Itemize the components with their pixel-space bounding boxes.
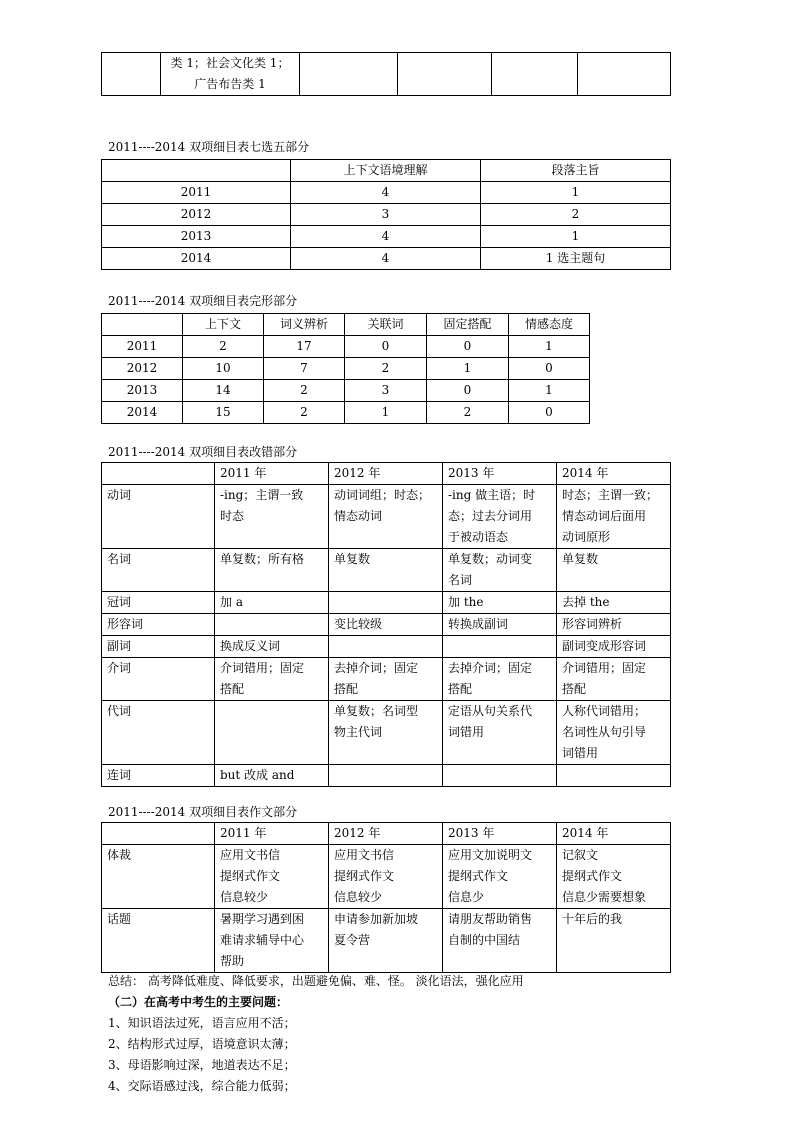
table-cell — [557, 549, 671, 592]
table-cell: 2014 — [102, 248, 291, 270]
header-cell: 关联词 — [345, 314, 427, 336]
table-cell: 0 — [427, 380, 509, 402]
header-cell: 2013 年 — [443, 463, 557, 485]
cell-line: 请朋友帮助销售 — [448, 912, 533, 926]
table-cell — [215, 909, 329, 973]
cell-line: 介词错用；固定 — [562, 661, 647, 675]
table-cell — [398, 53, 492, 96]
table-cell — [329, 549, 443, 592]
problem-item: 3、母语影响过深，地道表达不足； — [108, 1058, 296, 1072]
row-label: 名词 — [102, 549, 215, 592]
table-cell — [102, 53, 161, 96]
cloze-table — [101, 313, 590, 424]
header-cell: 2011 年 — [215, 823, 329, 845]
seven-choose-five-table — [101, 159, 671, 270]
header-cell: 固定搭配 — [427, 314, 509, 336]
table-cell — [329, 909, 443, 973]
table-cell: 加 the — [443, 592, 557, 614]
table-cell — [215, 614, 329, 636]
table-cell: 1 — [481, 182, 671, 204]
table-cell — [215, 485, 329, 549]
cell-line: -ing；主谓一致 — [220, 488, 304, 502]
table-cell: 2013 — [102, 380, 183, 402]
correction-caption: 2011----2014 双项细目表改错部分 — [108, 445, 298, 459]
cell-line: 定语从句关系代 — [448, 704, 533, 718]
table-cell: but 改成 and — [215, 765, 329, 787]
table-cell: 4 — [291, 182, 481, 204]
table-cell: 2 — [345, 358, 427, 380]
cell-line: 单复数 — [334, 552, 371, 566]
table-cell: 2011 — [102, 182, 291, 204]
cell-line: 信息较少 — [220, 890, 269, 904]
table-cell: 副词变成形容词 — [557, 636, 671, 658]
cell-line: 单复数；动词变 — [448, 552, 533, 566]
row-label: 动词 — [102, 485, 215, 549]
cell-line: 动词原形 — [562, 530, 611, 544]
table-cell — [443, 765, 557, 787]
problem-item: 4、交际语感过浅，综合能力低弱； — [108, 1079, 296, 1093]
table-cell: 15 — [183, 402, 264, 424]
problem-item: 2、结构形式过厚，语境意识太薄； — [108, 1037, 296, 1051]
cell-line: 时态 — [220, 509, 245, 523]
table-cell — [329, 765, 443, 787]
table-cell: 2013 — [102, 226, 291, 248]
cell-line: 信息较少 — [334, 890, 383, 904]
cell-line: 词错用 — [562, 746, 599, 760]
table-cell — [329, 658, 443, 701]
table-cell: 2012 — [102, 204, 291, 226]
table-cell: 14 — [183, 380, 264, 402]
header-cell: 2013 年 — [443, 823, 557, 845]
row-label: 冠词 — [102, 592, 215, 614]
cell-line: 情态动词后面用 — [562, 509, 647, 523]
header-cell — [102, 160, 291, 182]
section-heading: （二）在高考中考生的主要问题： — [108, 995, 289, 1009]
row-label: 形容词 — [102, 614, 215, 636]
cell-line: 自制的中国结 — [448, 933, 521, 947]
header-cell: 2012 年 — [329, 823, 443, 845]
header-cell: 2011 年 — [215, 463, 329, 485]
cell-line: -ing 做主语；时 — [448, 488, 536, 502]
top-partial-table — [101, 52, 671, 96]
writing-caption: 2011----2014 双项细目表作文部分 — [108, 805, 298, 819]
cell-line: 提纲式作文 — [334, 869, 395, 883]
table-cell — [443, 485, 557, 549]
table-cell: 1 选主题句 — [481, 248, 671, 270]
table-cell: 变比较级 — [329, 614, 443, 636]
table-cell — [443, 549, 557, 592]
table-cell: 3 — [291, 204, 481, 226]
row-label: 体裁 — [102, 845, 215, 909]
table-cell: 2 — [183, 336, 264, 358]
cell-line: 态；过去分词用 — [448, 509, 533, 523]
table-cell: 4 — [291, 226, 481, 248]
cell-line: 名词 — [448, 573, 473, 587]
table-cell — [300, 53, 398, 96]
table-cell: 1 — [427, 358, 509, 380]
header-cell: 上下文语境理解 — [291, 160, 481, 182]
table-cell: 去掉 the — [557, 592, 671, 614]
table-cell — [161, 53, 300, 96]
table-cell: 10 — [183, 358, 264, 380]
cell-line: 记叙文 — [562, 848, 599, 862]
header-cell: 情感态度 — [509, 314, 590, 336]
header-cell: 2014 年 — [557, 823, 671, 845]
cell-line: 提纲式作文 — [562, 869, 623, 883]
header-cell — [102, 463, 215, 485]
table-cell: 2 — [427, 402, 509, 424]
cell-line: 夏令营 — [334, 933, 371, 947]
table-cell — [329, 701, 443, 765]
table-cell — [329, 636, 443, 658]
table-cell: 7 — [264, 358, 345, 380]
table-cell: 2 — [481, 204, 671, 226]
cell-line: 情态动词 — [334, 509, 383, 523]
table-cell: 转换成副词 — [443, 614, 557, 636]
cell-line: 名词性从句引导 — [562, 725, 647, 739]
table-cell — [215, 658, 329, 701]
row-label: 话题 — [102, 909, 215, 973]
cell-line: 提纲式作文 — [448, 869, 509, 883]
header-cell: 上下文 — [183, 314, 264, 336]
table-cell — [578, 53, 671, 96]
table-cell: 2 — [264, 402, 345, 424]
seven-choose-five-caption: 2011----2014 双项细目表七选五部分 — [108, 140, 310, 154]
table-cell: 2011 — [102, 336, 183, 358]
table-cell: 换成反义词 — [215, 636, 329, 658]
cell-line: 十年后的我 — [562, 912, 623, 926]
table-cell: 0 — [427, 336, 509, 358]
cell-line: 词错用 — [448, 725, 485, 739]
row-label: 副词 — [102, 636, 215, 658]
table-cell: 17 — [264, 336, 345, 358]
row-label: 代词 — [102, 701, 215, 765]
table-cell — [557, 701, 671, 765]
table-cell: 0 — [345, 336, 427, 358]
table-cell — [557, 909, 671, 973]
table-cell — [215, 701, 329, 765]
cell-line: 单复数 — [562, 552, 599, 566]
table-cell — [557, 658, 671, 701]
header-cell: 段落主旨 — [481, 160, 671, 182]
table-cell — [557, 485, 671, 549]
row-label: 连词 — [102, 765, 215, 787]
cell-line: 单复数；所有格 — [220, 552, 305, 566]
header-cell: 词义辨析 — [264, 314, 345, 336]
table-cell: 0 — [509, 402, 590, 424]
cell-line: 申请参加新加坡 — [334, 912, 419, 926]
header-cell: 2012 年 — [329, 463, 443, 485]
cell-line: 动词词组；时态； — [334, 488, 431, 502]
cell-line: 应用文加说明文 — [448, 848, 533, 862]
table-cell: 1 — [509, 380, 590, 402]
table-cell — [557, 765, 671, 787]
cell-line: 帮助 — [220, 954, 245, 968]
table-cell — [443, 909, 557, 973]
cell-line: 暑期学习遇到困 — [220, 912, 305, 926]
cell-line: 广告布告类 1 — [194, 77, 266, 91]
cell-line: 去掉介词；固定 — [334, 661, 419, 675]
table-cell: 2012 — [102, 358, 183, 380]
header-cell — [102, 314, 183, 336]
table-cell — [492, 53, 578, 96]
cell-line: 信息少 — [448, 890, 485, 904]
cell-line: 应用文书信 — [220, 848, 281, 862]
cell-line: 人称代词错用； — [562, 704, 647, 718]
cell-line: 于被动语态 — [448, 530, 509, 544]
cloze-caption: 2011----2014 双项细目表完形部分 — [108, 294, 298, 308]
cell-line: 时态；主谓一致； — [562, 488, 659, 502]
table-cell: 1 — [509, 336, 590, 358]
table-cell — [443, 636, 557, 658]
header-cell — [102, 823, 215, 845]
table-cell — [557, 845, 671, 909]
table-cell — [329, 592, 443, 614]
table-cell — [329, 485, 443, 549]
table-cell — [215, 549, 329, 592]
cell-line: 单复数；名词型 — [334, 704, 419, 718]
table-cell: 1 — [345, 402, 427, 424]
table-cell: 1 — [481, 226, 671, 248]
table-cell — [443, 845, 557, 909]
cell-line: 去掉介词；固定 — [448, 661, 533, 675]
correction-table — [101, 462, 671, 787]
summary-text: 总结： 高考降低难度、降低要求，出题避免偏、难、怪。 淡化语法，强化应用 — [108, 974, 524, 988]
table-cell: 形容词辨析 — [557, 614, 671, 636]
cell-line: 搭配 — [334, 682, 359, 696]
table-cell: 2014 — [102, 402, 183, 424]
row-label: 介词 — [102, 658, 215, 701]
table-cell: 4 — [291, 248, 481, 270]
table-cell — [443, 701, 557, 765]
cell-line: 介词错用；固定 — [220, 661, 305, 675]
writing-table — [101, 822, 671, 973]
cell-line: 物主代词 — [334, 725, 383, 739]
cell-line: 提纲式作文 — [220, 869, 281, 883]
cell-line: 难请求辅导中心 — [220, 933, 305, 947]
cell-line: 搭配 — [220, 682, 245, 696]
problem-item: 1、知识语法过死，语言应用不活； — [108, 1016, 296, 1030]
cell-line: 信息少需要想象 — [562, 890, 647, 904]
table-cell — [329, 845, 443, 909]
table-cell — [215, 845, 329, 909]
table-cell: 2 — [264, 380, 345, 402]
cell-line: 类 1；社会文化类 1； — [170, 56, 290, 70]
table-cell: 3 — [345, 380, 427, 402]
table-cell: 0 — [509, 358, 590, 380]
header-cell: 2014 年 — [557, 463, 671, 485]
cell-line: 搭配 — [562, 682, 587, 696]
table-cell: 加 a — [215, 592, 329, 614]
table-cell — [443, 658, 557, 701]
cell-line: 搭配 — [448, 682, 473, 696]
cell-line: 应用文书信 — [334, 848, 395, 862]
